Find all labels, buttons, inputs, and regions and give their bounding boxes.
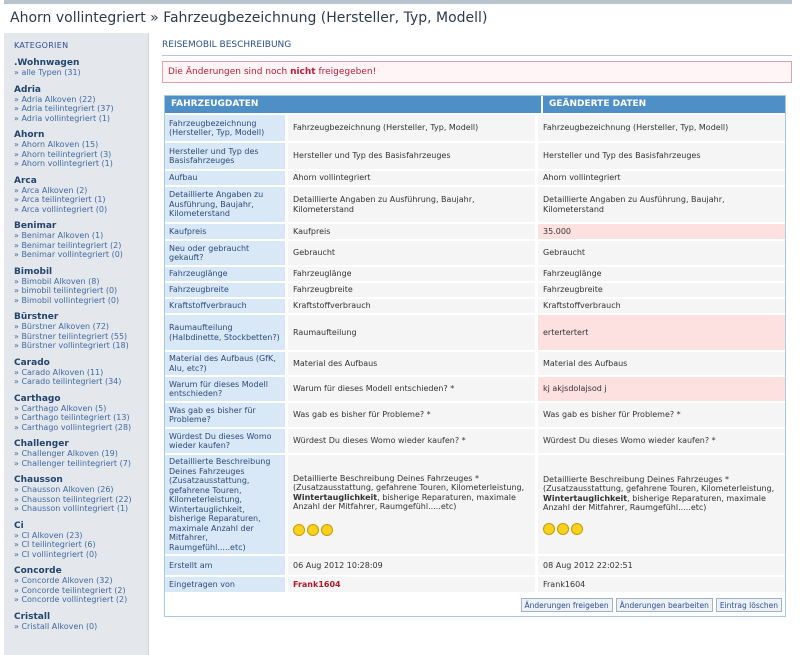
- row-original: Warum für dieses Modell entschieden? *: [288, 377, 535, 401]
- row-original: 06 Aug 2012 10:28:09: [288, 556, 535, 575]
- table-body: [165, 113, 785, 453]
- vehicle-data-table: [164, 95, 786, 617]
- description-text-bold: Wintertauglichkeit: [293, 492, 378, 502]
- row-changed: 08 Aug 2012 22:02:51: [538, 556, 785, 575]
- category-link[interactable]: » Arca vollintegriert (0): [14, 204, 108, 214]
- category-link[interactable]: » Concorde teilintegriert (2): [14, 585, 126, 595]
- brand-link[interactable]: Benimar: [14, 221, 57, 231]
- table-row: [165, 185, 785, 222]
- row-changed: [538, 455, 785, 554]
- category-link[interactable]: » Carado Alkoven (11): [14, 367, 104, 377]
- delete-entry-button[interactable]: Eintrag löschen: [716, 598, 782, 612]
- category-link[interactable]: » Carthago Alkoven (5): [14, 403, 107, 413]
- table-row: [165, 281, 785, 297]
- notice-suffix: freigegeben!: [315, 67, 377, 77]
- brand-group: [14, 221, 148, 260]
- notice-bold: nicht: [290, 67, 316, 77]
- row-changed: Detaillierte Angaben zu Ausführung, Baujahr, Kilometerstand: [538, 187, 785, 222]
- description-changed-b: , bisherige Reparaturen, maximale Anzahl der Mitfahrer, Raumgefühl.....etc): [543, 493, 766, 512]
- brand-link[interactable]: Ahorn: [14, 130, 45, 140]
- row-changed: Hersteller und Typ des Basisfahrzeuges: [538, 143, 785, 169]
- action-bar: [165, 592, 785, 616]
- category-link[interactable]: » Bürstner teilintegriert (55): [14, 331, 128, 341]
- table-row-created: [165, 554, 785, 575]
- category-link[interactable]: » Arca Alkoven (2): [14, 185, 88, 195]
- row-original: Gebraucht: [288, 241, 535, 265]
- row-label: Würdest Du dieses Womo wieder kaufen?: [165, 429, 285, 453]
- category-link[interactable]: » Bürstner Alkoven (72): [14, 322, 110, 331]
- page-title: Ahorn vollintegriert » Fahrzeugbezeichnung (Hersteller, Typ, Modell): [10, 10, 488, 26]
- brand-group: [14, 475, 148, 514]
- brand-group: [14, 612, 148, 632]
- table-row-description: [165, 453, 785, 554]
- row-changed: Fahrzeugbezeichnung (Hersteller, Typ, Modell): [538, 115, 785, 141]
- category-sidebar: [4, 33, 149, 655]
- category-link[interactable]: » Chausson teilintegriert (22): [14, 494, 132, 504]
- smiley-icon: [307, 524, 319, 536]
- brand-link[interactable]: Concorde: [14, 566, 62, 576]
- brand-group: [14, 521, 148, 560]
- description-changed-bold: Wintertauglichkeit: [543, 493, 628, 503]
- category-link[interactable]: » CI vollintegriert (0): [14, 549, 98, 559]
- category-link[interactable]: » Benimar Alkoven (1): [14, 231, 104, 240]
- row-original: Was gab es bisher für Probleme? *: [288, 403, 535, 427]
- row-changed: kj akjsdolajsod j: [538, 377, 785, 401]
- header-changed-data: GEÄNDERTE DATEN: [541, 96, 785, 113]
- row-label: Kraftstoffverbrauch: [165, 299, 285, 313]
- category-link[interactable]: » Adria vollintegriert (1): [14, 113, 111, 123]
- row-original: Würdest Du dieses Womo wieder kaufen? *: [288, 429, 535, 453]
- brand-list: [4, 58, 148, 631]
- brand-link[interactable]: Challenger: [14, 439, 69, 449]
- table-row: [165, 350, 785, 375]
- category-link[interactable]: » Arca teilintegriert (1): [14, 195, 106, 204]
- row-original: Raumaufteilung: [288, 315, 535, 350]
- row-label: Fahrzeuglänge: [165, 267, 285, 281]
- section-title: REISEMOBIL BESCHREIBUNG: [162, 40, 292, 50]
- row-changed: Kraftstoffverbrauch: [538, 299, 785, 313]
- row-original: Ahorn vollintegriert: [288, 171, 535, 185]
- row-label: Raumaufteilung (Halbdinette, Stockbetten?): [165, 315, 285, 350]
- table-row: [165, 239, 785, 265]
- row-label: Hersteller und Typ des Basisfahrzeuges: [165, 143, 285, 169]
- category-link[interactable]: » Bimobil vollintegriert (0): [14, 295, 120, 305]
- row-original: [288, 577, 535, 592]
- category-link[interactable]: » Chausson vollintegriert (1): [14, 504, 129, 513]
- row-changed: ertertertert: [538, 315, 785, 350]
- row-original: Hersteller und Typ des Basisfahrzeuges: [288, 143, 535, 169]
- category-link[interactable]: » Adria Alkoven (22): [14, 94, 96, 104]
- brand-link[interactable]: Ci: [14, 520, 24, 531]
- notice-prefix: Die Änderungen sind noch: [168, 67, 291, 77]
- row-changed: Ahorn vollintegriert: [538, 171, 785, 185]
- row-label: Kaufpreis: [165, 224, 285, 239]
- row-original: Detaillierte Angaben zu Ausführung, Baujahr, Kilometerstand: [288, 187, 535, 222]
- row-changed: Frank1604: [538, 577, 785, 592]
- brand-group: [14, 312, 148, 351]
- brand-link[interactable]: Bürstner: [14, 312, 59, 322]
- category-link[interactable]: » Concorde vollintegriert (2): [14, 595, 128, 604]
- brand-link[interactable]: Arca: [14, 175, 37, 186]
- row-label: Neu oder gebraucht gekauft?: [165, 241, 285, 265]
- table-header: [165, 96, 785, 113]
- smiley-icon: [571, 523, 583, 535]
- brand-group: [14, 267, 148, 306]
- table-row: [165, 313, 785, 350]
- header-vehicle-data: FAHRZEUGDATEN: [171, 99, 259, 109]
- category-link[interactable]: » CI Alkoven (23): [14, 530, 83, 540]
- category-link[interactable]: » Ahorn teilintegriert (3): [14, 149, 112, 159]
- row-label: Fahrzeugbreite: [165, 283, 285, 297]
- unapproved-notice: [162, 61, 792, 83]
- row-label: Fahrzeugbezeichnung (Hersteller, Typ, Modell): [165, 115, 285, 141]
- smiley-icon: [293, 524, 305, 536]
- description-changed-a: Detaillierte Beschreibung Deines Fahrzeuges * (Zusatzausstattung, gefahrene Touren, Kilometerleistung,: [543, 474, 775, 493]
- category-link[interactable]: » Benimar teilintegriert (2): [14, 240, 122, 250]
- row-label: Erstellt am: [165, 556, 285, 575]
- description-text-a: Detaillierte Beschreibung Deines Fahrzeuges * (Zusatzausstattung, gefahrene Touren, Kilometerleistung,: [293, 473, 525, 492]
- table-row: [165, 169, 785, 185]
- brand-group: [14, 130, 148, 169]
- brand-group: [14, 439, 148, 468]
- category-link[interactable]: » Bimobil Alkoven (8): [14, 276, 100, 286]
- smiley-icon: [321, 524, 333, 536]
- category-link[interactable]: » Challenger teilintegriert (7): [14, 458, 131, 468]
- brand-link[interactable]: Bimobil: [14, 266, 53, 277]
- category-link[interactable]: » Adria teilintegriert (37): [14, 104, 114, 113]
- row-label: Aufbau: [165, 171, 285, 185]
- category-link[interactable]: » Benimar vollintegriert (0): [14, 250, 123, 259]
- row-original: Fahrzeugbreite: [288, 283, 535, 297]
- smiley-icon: [543, 523, 555, 535]
- table-row: [165, 375, 785, 401]
- row-original: Fahrzeuglänge: [288, 267, 535, 281]
- top-border: [4, 0, 792, 4]
- category-link[interactable]: » Challenger Alkoven (19): [14, 449, 118, 458]
- category-link[interactable]: » Carthago teilintegriert (13): [14, 413, 130, 422]
- category-link[interactable]: » Carado teilintegriert (34): [14, 377, 122, 386]
- brand-link[interactable]: .Wohnwagen: [14, 58, 80, 68]
- brand-group: [14, 85, 148, 124]
- category-link[interactable]: » CI teilintegriert (6): [14, 540, 96, 549]
- brand-group: [14, 566, 148, 605]
- table-row: [165, 265, 785, 281]
- row-original: Fahrzeugbezeichnung (Hersteller, Typ, Modell): [288, 115, 535, 141]
- row-label: Material des Aufbaus (GfK, Alu, etc?): [165, 352, 285, 375]
- table-row-entered-by: [165, 575, 785, 592]
- row-original: Kraftstoffverbrauch: [288, 299, 535, 313]
- brand-group: [14, 176, 148, 215]
- row-original: Kaufpreis: [288, 224, 535, 239]
- table-row: [165, 141, 785, 169]
- brand-link[interactable]: Carthago: [14, 393, 61, 404]
- edit-changes-button[interactable]: Änderungen bearbeiten: [616, 598, 713, 612]
- sidebar-title: KATEGORIEN: [14, 41, 69, 50]
- brand-group: [14, 358, 148, 387]
- category-link[interactable]: » Ahorn Alkoven (15): [14, 140, 99, 149]
- main-content: [162, 33, 792, 610]
- row-original: Material des Aufbaus: [288, 352, 535, 375]
- row-original: [288, 455, 535, 554]
- table-row: [165, 401, 785, 427]
- row-changed: Gebraucht: [538, 241, 785, 265]
- category-link[interactable]: » Ahorn vollintegriert (1): [14, 159, 113, 168]
- approve-changes-button[interactable]: Änderungen freigeben: [521, 598, 613, 612]
- row-changed: Was gab es bisher für Probleme? *: [538, 403, 785, 427]
- brand-link[interactable]: Chausson: [14, 475, 63, 485]
- row-changed: Material des Aufbaus: [538, 352, 785, 375]
- brand-group: [14, 58, 148, 78]
- row-label: Detaillierte Beschreibung Deines Fahrzeuges (Zusatzausstattung, gefahrene Touren, Kilometerleistung, Wintertauglichkeit, bisherige Reparaturen, maximale Anzahl der Mitfahrer, Raumgefühl.....etc): [165, 455, 285, 554]
- category-link[interactable]: » Chausson Alkoven (26): [14, 485, 114, 494]
- category-link[interactable]: » Carthago vollintegriert (28): [14, 422, 132, 432]
- category-link[interactable]: » bimobil teilintegriert (0): [14, 286, 118, 295]
- brand-link[interactable]: Cristall: [14, 611, 51, 622]
- table-row: [165, 297, 785, 313]
- category-link[interactable]: » Cristall Alkoven (0): [14, 621, 98, 631]
- row-label: Warum für dieses Modell entschieden?: [165, 377, 285, 401]
- row-changed: Würdest Du dieses Womo wieder kaufen? *: [538, 429, 785, 453]
- row-changed: 35.000: [538, 224, 785, 239]
- section-divider: [162, 55, 792, 56]
- table-row: [165, 222, 785, 239]
- table-row: [165, 113, 785, 141]
- row-changed: Fahrzeuglänge: [538, 267, 785, 281]
- brand-group: [14, 394, 148, 433]
- row-label: Was gab es bisher für Probleme?: [165, 403, 285, 427]
- category-link[interactable]: » alle Typen (31): [14, 68, 81, 77]
- row-label: Detaillierte Angaben zu Ausführung, Baujahr, Kilometerstand: [165, 187, 285, 222]
- user-link[interactable]: Frank1604: [293, 579, 341, 589]
- row-changed: Fahrzeugbreite: [538, 283, 785, 297]
- table-row: [165, 427, 785, 453]
- smiley-icon: [557, 523, 569, 535]
- category-link[interactable]: » Concorde Alkoven (32): [14, 576, 113, 585]
- description-text-b: , bisherige Reparaturen, maximale Anzahl der Mitfahrer, Raumgefühl.....etc): [293, 492, 516, 511]
- brand-link[interactable]: Carado: [14, 357, 50, 368]
- category-link[interactable]: » Bürstner vollintegriert (18): [14, 341, 129, 350]
- brand-link[interactable]: Adria: [14, 84, 42, 95]
- row-label: Eingetragen von: [165, 577, 285, 592]
